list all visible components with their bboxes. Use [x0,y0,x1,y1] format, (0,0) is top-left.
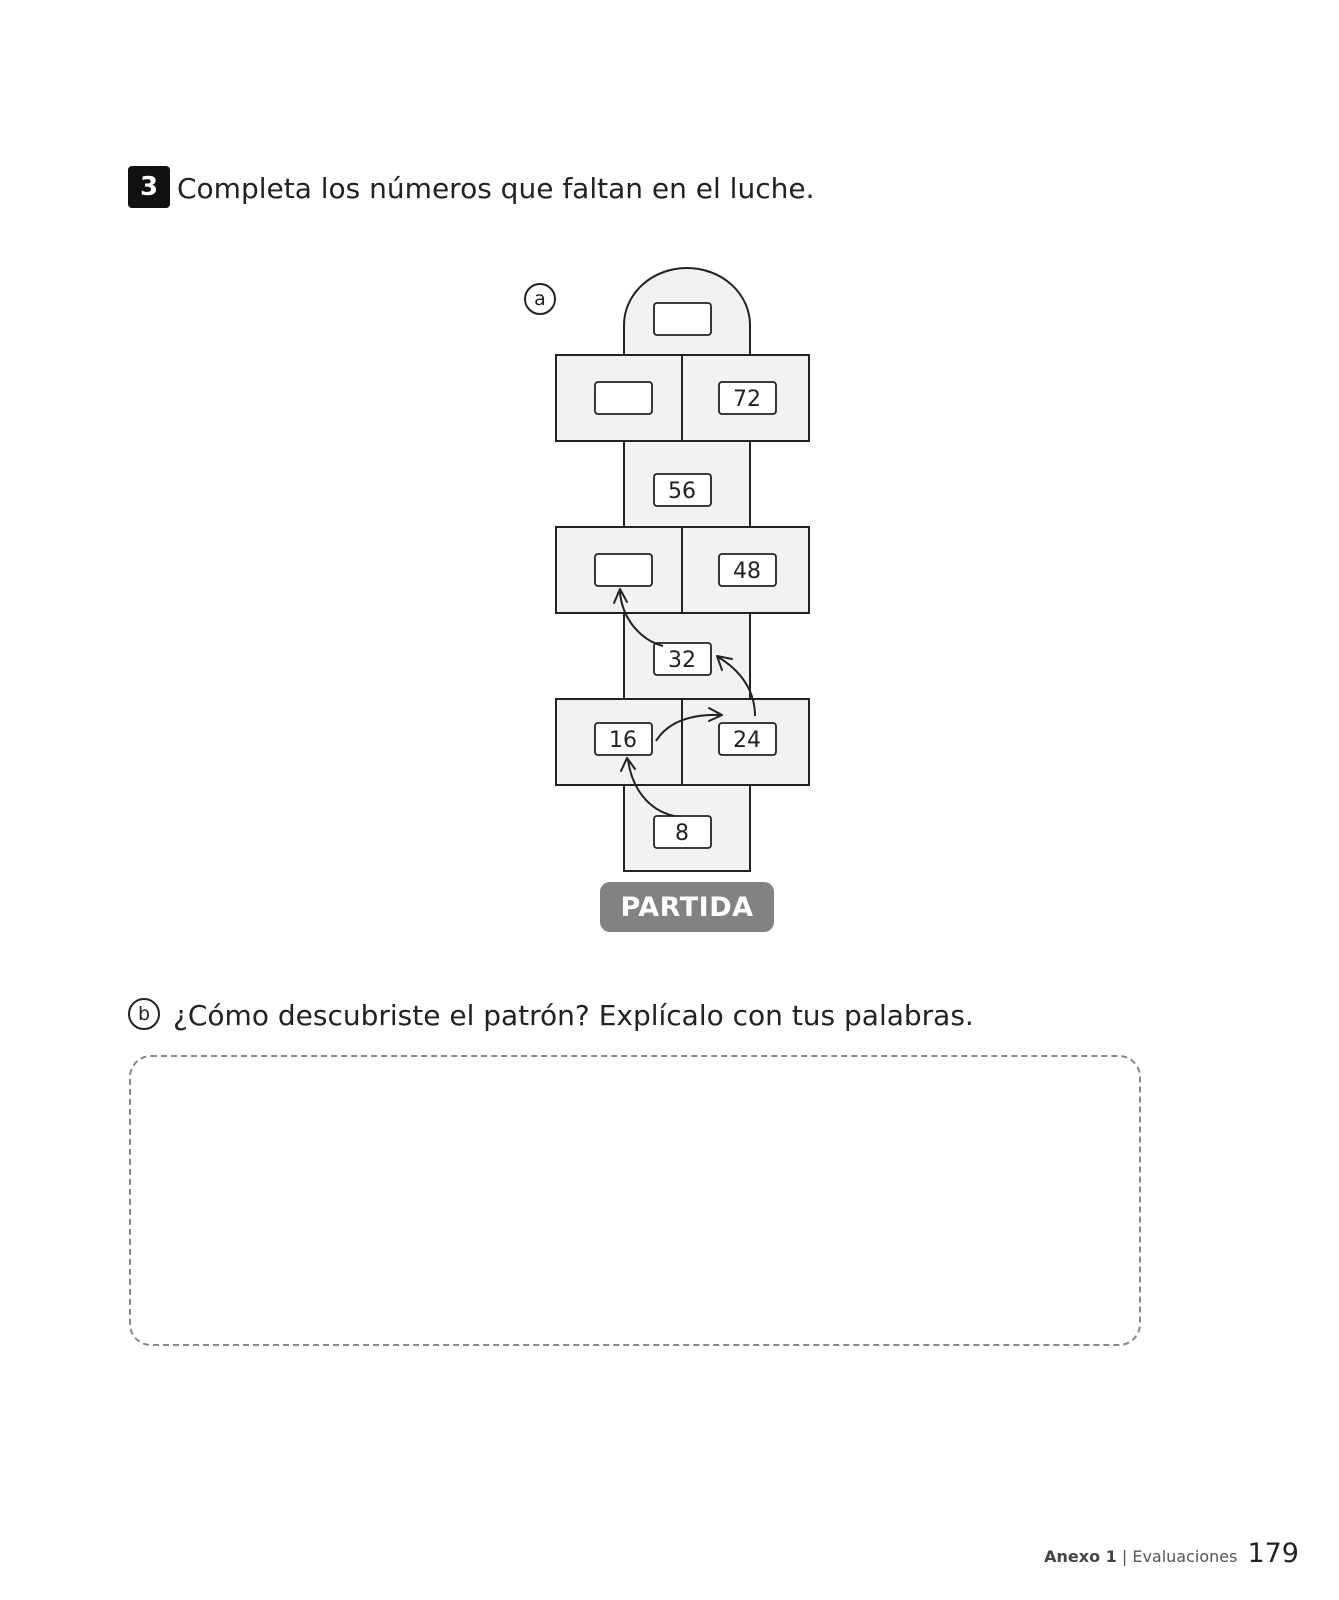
question-text: Completa los números que faltan en el luche. [177,172,815,205]
part-a-label: a [524,283,556,315]
num-row1-right: 72 [733,387,761,412]
footer-annex: Anexo 1 [1044,1547,1117,1566]
num-row3-left: 16 [609,728,637,753]
footer-separator: | [1116,1547,1133,1566]
footer-section: Evaluaciones [1132,1547,1238,1566]
start-label: PARTIDA [600,882,774,932]
num-row3-right: 24 [733,728,761,753]
num-row2-right: 48 [733,559,761,584]
answer-box[interactable] [129,1055,1141,1346]
question-number-badge: 3 [128,166,170,208]
slot-row1-left [595,382,652,414]
part-b-label: b [128,998,160,1030]
page-footer [1044,1538,1299,1569]
num-middle-56: 56 [668,479,696,504]
num-bottom: 8 [675,821,689,846]
slot-row2-left [595,554,652,586]
num-middle-32: 32 [668,648,696,673]
page-number: 179 [1247,1538,1299,1569]
part-b-question: ¿Cómo descubriste el patrón? Explícalo con tus palabras. [173,999,974,1032]
slot-top [654,303,711,335]
